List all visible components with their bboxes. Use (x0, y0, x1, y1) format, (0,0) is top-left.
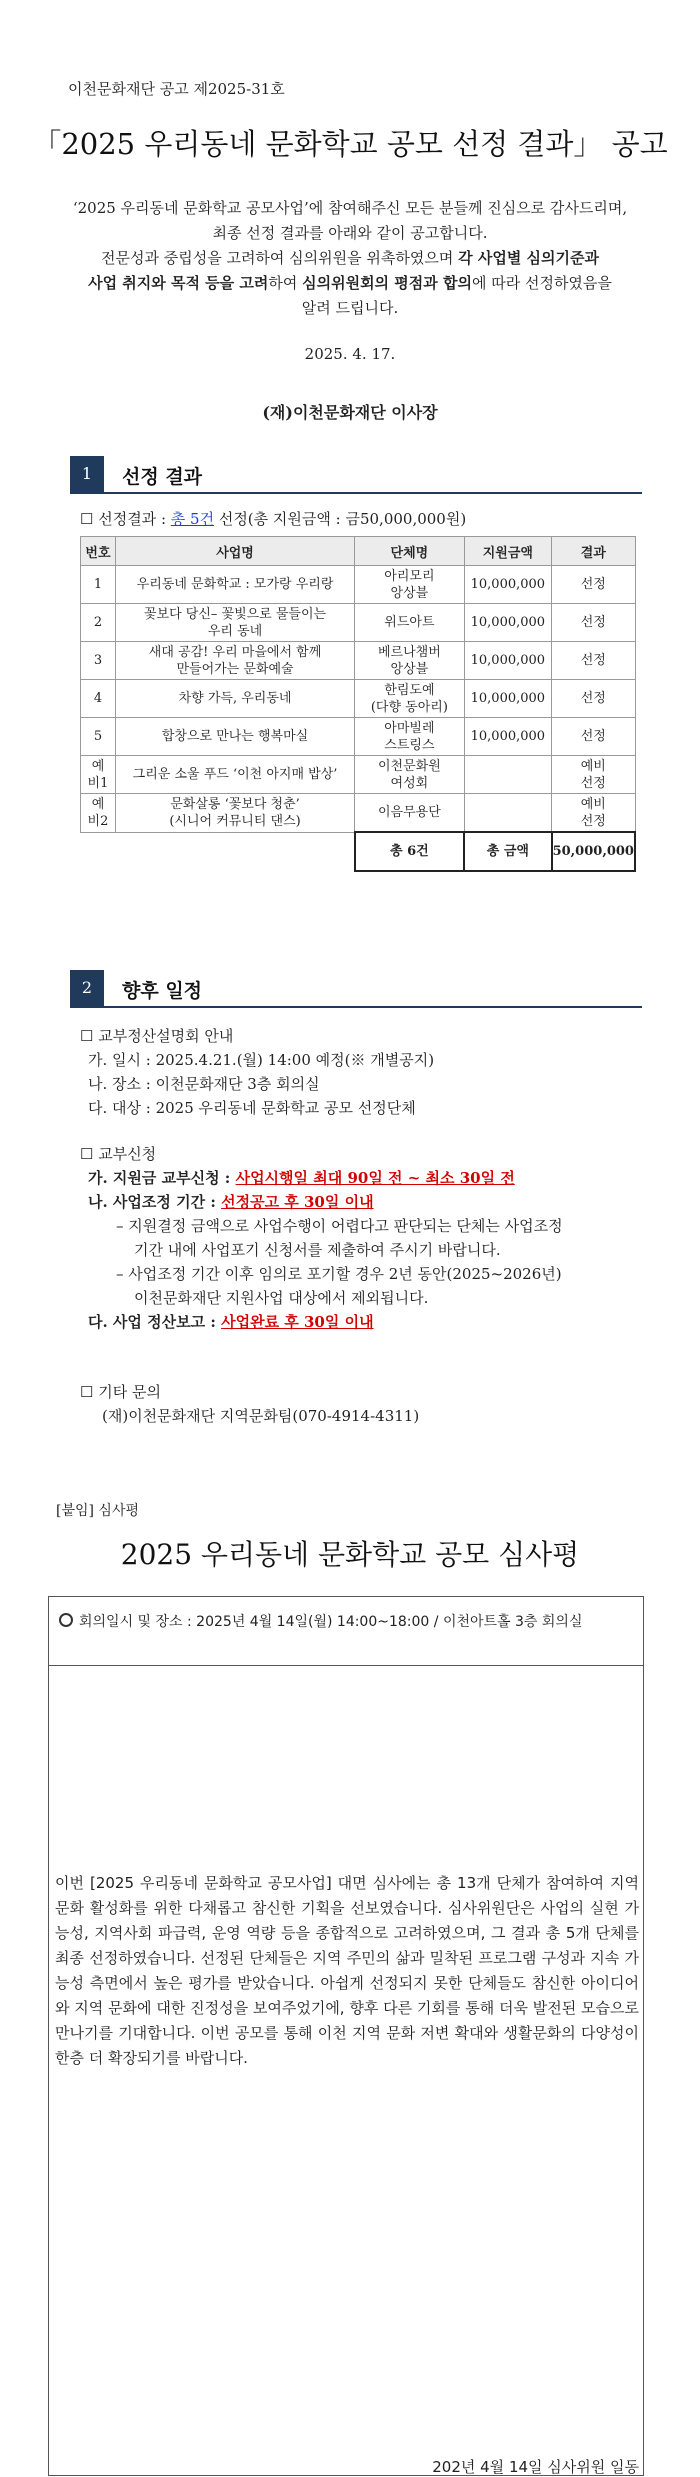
etc-heading: ☐ 기타 문의 (80, 1383, 161, 1401)
cell-name: 합창으로 만나는 행복마실 (115, 718, 354, 756)
summary-count: 총 5건 (170, 510, 215, 528)
grant-note: 이천문화재단 지원사업 대상에서 제외됩니다. (134, 1289, 429, 1307)
intro-line-4 (60, 271, 640, 296)
cell-no: 3 (81, 642, 116, 680)
intro-line-3 (60, 246, 640, 271)
notice-date: 2025. 4. 17. (304, 345, 396, 363)
cell-name: 문화살롱 ‘꽃보다 청춘’ (시니어 커뮤니티 댄스) (115, 794, 354, 833)
intro-bold: 심의위원회의 평점과 합의 (302, 274, 472, 292)
intro-bold: 사업 취지와 목적 등을 고려 (88, 274, 269, 292)
cell-org: 이음무용단 (355, 794, 465, 833)
total-spacer (81, 832, 355, 871)
meeting-target: 다. 대상 : 2025 우리동네 문화학교 공모 선정단체 (88, 1099, 416, 1117)
intro-line-2: 최종 선정 결과를 아래와 같이 공고합니다. (212, 224, 488, 242)
col-header-name: 사업명 (115, 537, 354, 566)
cell-amount (464, 756, 551, 794)
cell-name: 그리운 소울 푸드 ‘이천 아지매 밥상’ (115, 756, 354, 794)
grant-value: 선정공고 후 30일 이내 (221, 1193, 374, 1211)
table-row (81, 756, 636, 794)
cell-org: 이천문화원 여성회 (355, 756, 465, 794)
grant-item-b (80, 1190, 563, 1214)
table-row (81, 794, 636, 833)
review-signature: 202년 4월 14일 심사위원 일동 (432, 2458, 639, 2476)
section-2-header (70, 970, 642, 1008)
grant-item-a (80, 1166, 563, 1190)
grant-label: 나. 사업조정 기간 : (88, 1193, 222, 1211)
cell-result: 선정 (552, 680, 635, 718)
cell-name: 우리동네 문화학교 : 모가랑 우리랑 (115, 566, 354, 604)
section-number: 2 (70, 970, 104, 1006)
meeting-info (80, 1024, 434, 1120)
selection-table (80, 536, 636, 872)
signer: (재)이천문화재단 이사장 (262, 403, 438, 422)
intro-paragraph (60, 196, 640, 321)
attachment-title: 2025 우리동네 문화학교 공모 심사평 (120, 1538, 580, 1571)
notice-number: 이천문화재단 공고 제2025-31호 (68, 80, 285, 98)
cell-name: 꽃보다 당신– 꽃빛으로 물들이는 우리 동네 (115, 604, 354, 642)
cell-result: 선정 (552, 604, 635, 642)
selection-summary (80, 508, 466, 529)
cell-amount: 10,000,000 (464, 604, 551, 642)
cell-result: 예비 선정 (552, 756, 635, 794)
cell-no: 2 (81, 604, 116, 642)
cell-no: 4 (81, 680, 116, 718)
meeting-date: 가. 일시 : 2025.4.21.(월) 14:00 예정(※ 개별공지) (88, 1051, 435, 1069)
section-title: 향후 일정 (122, 980, 203, 1002)
cell-no: 예 비2 (81, 794, 116, 833)
grant-item-c (80, 1310, 563, 1334)
etc-contact: (재)이천문화재단 지역문화팀(070-4914-4311) (102, 1407, 420, 1425)
col-header-org: 단체명 (355, 537, 465, 566)
summary-suffix: 선정(총 지원금액 : 금50,000,000원) (214, 510, 467, 528)
intro-line-5: 알려 드립니다. (301, 299, 399, 317)
grant-note: – 지원결정 금액으로 사업수행이 어렵다고 판단되는 단체는 사업조정 (116, 1217, 563, 1235)
table-row (81, 566, 636, 604)
grant-info (80, 1142, 563, 1334)
grant-note: 기간 내에 사업포기 신청서를 제출하여 주시기 바랍니다. (134, 1241, 501, 1259)
table-row (81, 680, 636, 718)
table-row (81, 642, 636, 680)
circle-bullet-icon (59, 1613, 73, 1627)
intro-line-1: ‘2025 우리동네 문화학교 공모사업’에 참여해주신 모든 분들께 진심으로 감사드리며, (72, 199, 628, 217)
meeting-info-row (49, 1597, 643, 1666)
total-count: 총 6건 (355, 832, 465, 871)
etc-info (80, 1380, 419, 1428)
intro-text: 에 따라 선정하였음을 (471, 274, 612, 292)
grant-label: 가. 지원금 교부신청 : (88, 1169, 236, 1187)
section-title: 선정 결과 (122, 466, 203, 488)
page-title: 「2025 우리동네 문화학교 공모 선정 결과」 공고 (32, 127, 668, 161)
cell-result: 선정 (552, 718, 635, 756)
review-text: 이번 [2025 우리동네 문화학교 공모사업] 대면 심사에는 총 13개 단체가 참여하여 지역 문화 활성화를 위한 다채롭고 참신한 기획을 선보였습니다. 심사위원단은 사업의 실현 가능성, 지역사회 파급력, 운영 역량 등을 종합적으로 고려하였으며, 그 결과 총 5개 단체를 최종 선정하였습니다. 선정된 단체들은 지역 주민의 삶과 밀착된 프로그램 구성과 지속 가능성 측면에서 높은 평가를 받았습니다. 아쉽게 선정되지 못한 단체들도 참신한 아이디어와 지역 문화에 대한 진정성을 보여주었기에, 향후 다른 기회를 통해 더욱 발전된 모습으로 만나기를 기대합니다. 이번 공모를 통해 이천 지역 문화 저변 확대와 생활문화의 다양성이 한층 더 확장되기를 바랍니다. (55, 1874, 639, 2067)
cell-name: 새대 공감! 우리 마을에서 함께 만들어가는 문화예술 (115, 642, 354, 680)
total-amount: 50,000,000 (552, 832, 635, 871)
cell-result: 선정 (552, 642, 635, 680)
cell-org: 한림도예 (다향 동아리) (355, 680, 465, 718)
grant-value: 사업완료 후 30일 이내 (221, 1313, 374, 1331)
review-box (48, 1596, 644, 2476)
table-header-row (81, 537, 636, 566)
cell-no: 예 비1 (81, 756, 116, 794)
cell-org: 아마빌레 스트링스 (355, 718, 465, 756)
cell-result: 예비 선정 (552, 794, 635, 833)
total-label: 총 금액 (464, 832, 551, 871)
cell-name: 차향 가득, 우리동네 (115, 680, 354, 718)
section-1-header (70, 456, 642, 494)
table-row (81, 718, 636, 756)
cell-no: 5 (81, 718, 116, 756)
cell-org: 베르나챔버 앙상블 (355, 642, 465, 680)
cell-amount: 10,000,000 (464, 718, 551, 756)
cell-amount: 10,000,000 (464, 566, 551, 604)
col-header-amount: 지원금액 (464, 537, 551, 566)
meeting-place: 나. 장소 : 이천문화재단 3층 회의실 (88, 1075, 320, 1093)
cell-amount: 10,000,000 (464, 680, 551, 718)
intro-bold: 각 사업별 심의기준과 (458, 249, 599, 267)
meeting-heading: ☐ 교부정산설명회 안내 (80, 1027, 234, 1045)
grant-heading: ☐ 교부신청 (80, 1145, 157, 1163)
summary-prefix: ☐ 선정결과 : (80, 510, 171, 528)
cell-org: 위드아트 (355, 604, 465, 642)
cell-result: 선정 (552, 566, 635, 604)
intro-text: 하여 (268, 274, 303, 292)
col-header-result: 결과 (552, 537, 635, 566)
cell-amount (464, 794, 551, 833)
grant-label: 다. 사업 정산보고 : (88, 1313, 222, 1331)
total-row (81, 832, 636, 871)
attachment-label: [붙임] 심사평 (56, 1503, 139, 1519)
intro-text: 전문성과 중립성을 고려하여 심의위원을 위촉하였으며 (101, 249, 459, 267)
cell-no: 1 (81, 566, 116, 604)
grant-note: – 사업조정 기간 이후 임의로 포기할 경우 2년 동안(2025~2026년) (116, 1265, 562, 1283)
cell-amount: 10,000,000 (464, 642, 551, 680)
table-row (81, 604, 636, 642)
meeting-info-text: 회의일시 및 장소 : 2025년 4월 14일(월) 14:00~18:00 / 이천아트홀 3층 회의실 (79, 1614, 583, 1630)
col-header-no: 번호 (81, 537, 116, 566)
cell-org: 아리모리 앙상블 (355, 566, 465, 604)
section-number: 1 (70, 456, 104, 492)
grant-value: 사업시행일 최대 90일 전 ~ 최소 30일 전 (235, 1169, 515, 1187)
